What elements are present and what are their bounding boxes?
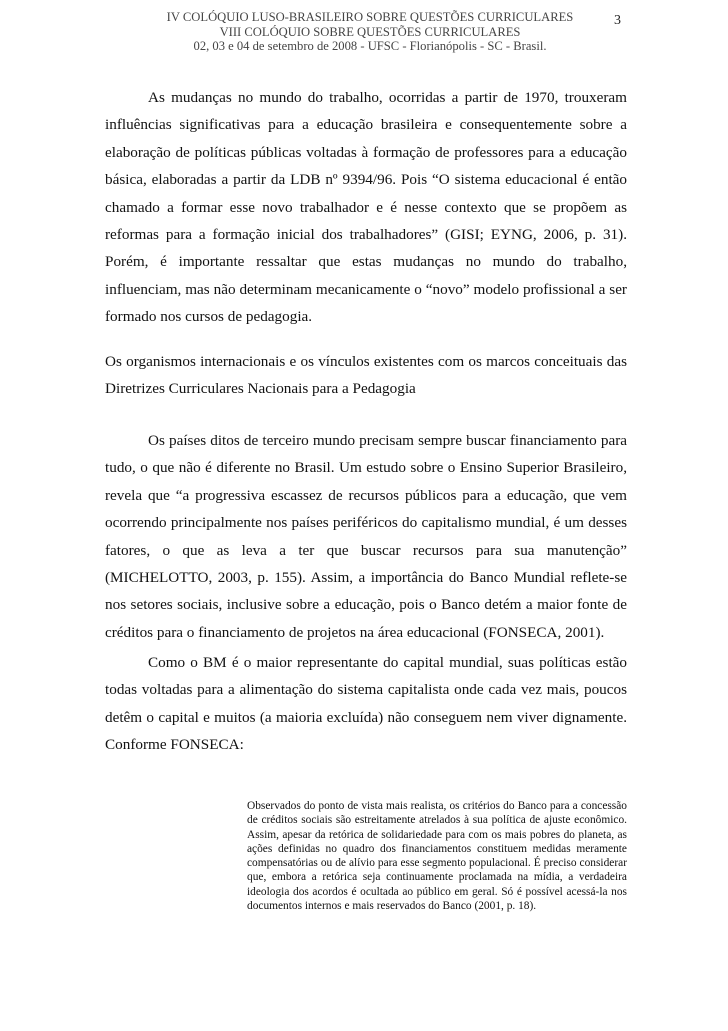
page-number: 3 [614, 13, 621, 28]
header-date-location: 02, 03 e 04 de setembro de 2008 - UFSC - Florianópolis - SC - Brasil. [193, 39, 547, 53]
paragraph-third-world-financing: Os países ditos de terceiro mundo precisam sempre buscar financiamento para tudo, o que não é diferente no Brasil. Um estudo sobre o Ensino Superior Brasileiro, revela que “a progressiva escassez de recursos públicos para a educação, que vem ocorrendo principalmente nos países periféricos do capitalismo mundial, é um desses fatores, o que as leva a ter que buscar recursos para sua manutenção” (MICHELOTTO, 2003, p. 155). Assim, a importância do Banco Mundial reflete-se nos setores sociais, inclusive sobre a educação, pois o Banco detém a maior fonte de créditos para o financiamento de projetos na área educacional (FONSECA, 2001). [105, 432, 627, 641]
block-quote: Observados do ponto de vista mais realista, os critérios do Banco para a concessão de créditos sociais são estreitamente atrelados à sua política de ajuste econômico. Assim, apesar da retórica de solidariedade para com os mais pobres do planeta, as ações definidas no quadro dos financiamentos constituem medidas meramente compensatórias ou de alívio para esse segmento populacional. É preciso considerar que, embora a retórica seja continuamente proclamada na mídia, a verdadeira ideologia dos acordos é ocultada ao público em geral. Só é possível acessá-la nos documentos internos e mais reservados do Banco (2001, p. 18). [247, 800, 627, 913]
header-colloquium-title: VIII COLÓQUIO SOBRE QUESTÕES CURRICULARES [219, 24, 521, 39]
paragraph-world-bank: Como o BM é o maior representante do capital mundial, suas políticas estão todas voltadas para a alimentação do sistema capitalista onde cada vez mais, poucos detêm o capital e muitos (a maioria excluída) não conseguem nem viver dignamente. Conforme FONSECA: [105, 654, 627, 754]
page-header [120, 10, 620, 54]
header-conference-title: IV COLÓQUIO LUSO-BRASILEIRO SOBRE QUESTÕES CURRICULARES [166, 10, 574, 24]
paragraph-work-changes: As mudanças no mundo do trabalho, ocorridas a partir de 1970, trouxeram influências significativas para a educação brasileira e consequentemente sobre a elaboração de políticas públicas voltadas à formação de professores para a educação básica, elaboradas a partir da LDB nº 9394/96. Pois “O sistema educacional é então chamado a formar esse novo trabalhador e é nesse contexto que se propõem as reformas para a formação inicial dos trabalhadores” (GISI; EYNG, 2006, p. 31). Porém, é importante ressaltar que estas mudanças no mundo do trabalho, influenciam, mas não determinam mecanicamente o “novo” modelo profissional a ser formado nos cursos de pedagogia. [105, 89, 627, 326]
section-heading: Os organismos internacionais e os vínculos existentes com os marcos conceituais das Diretrizes Curriculares Nacionais para a Pedagogia [105, 353, 627, 398]
